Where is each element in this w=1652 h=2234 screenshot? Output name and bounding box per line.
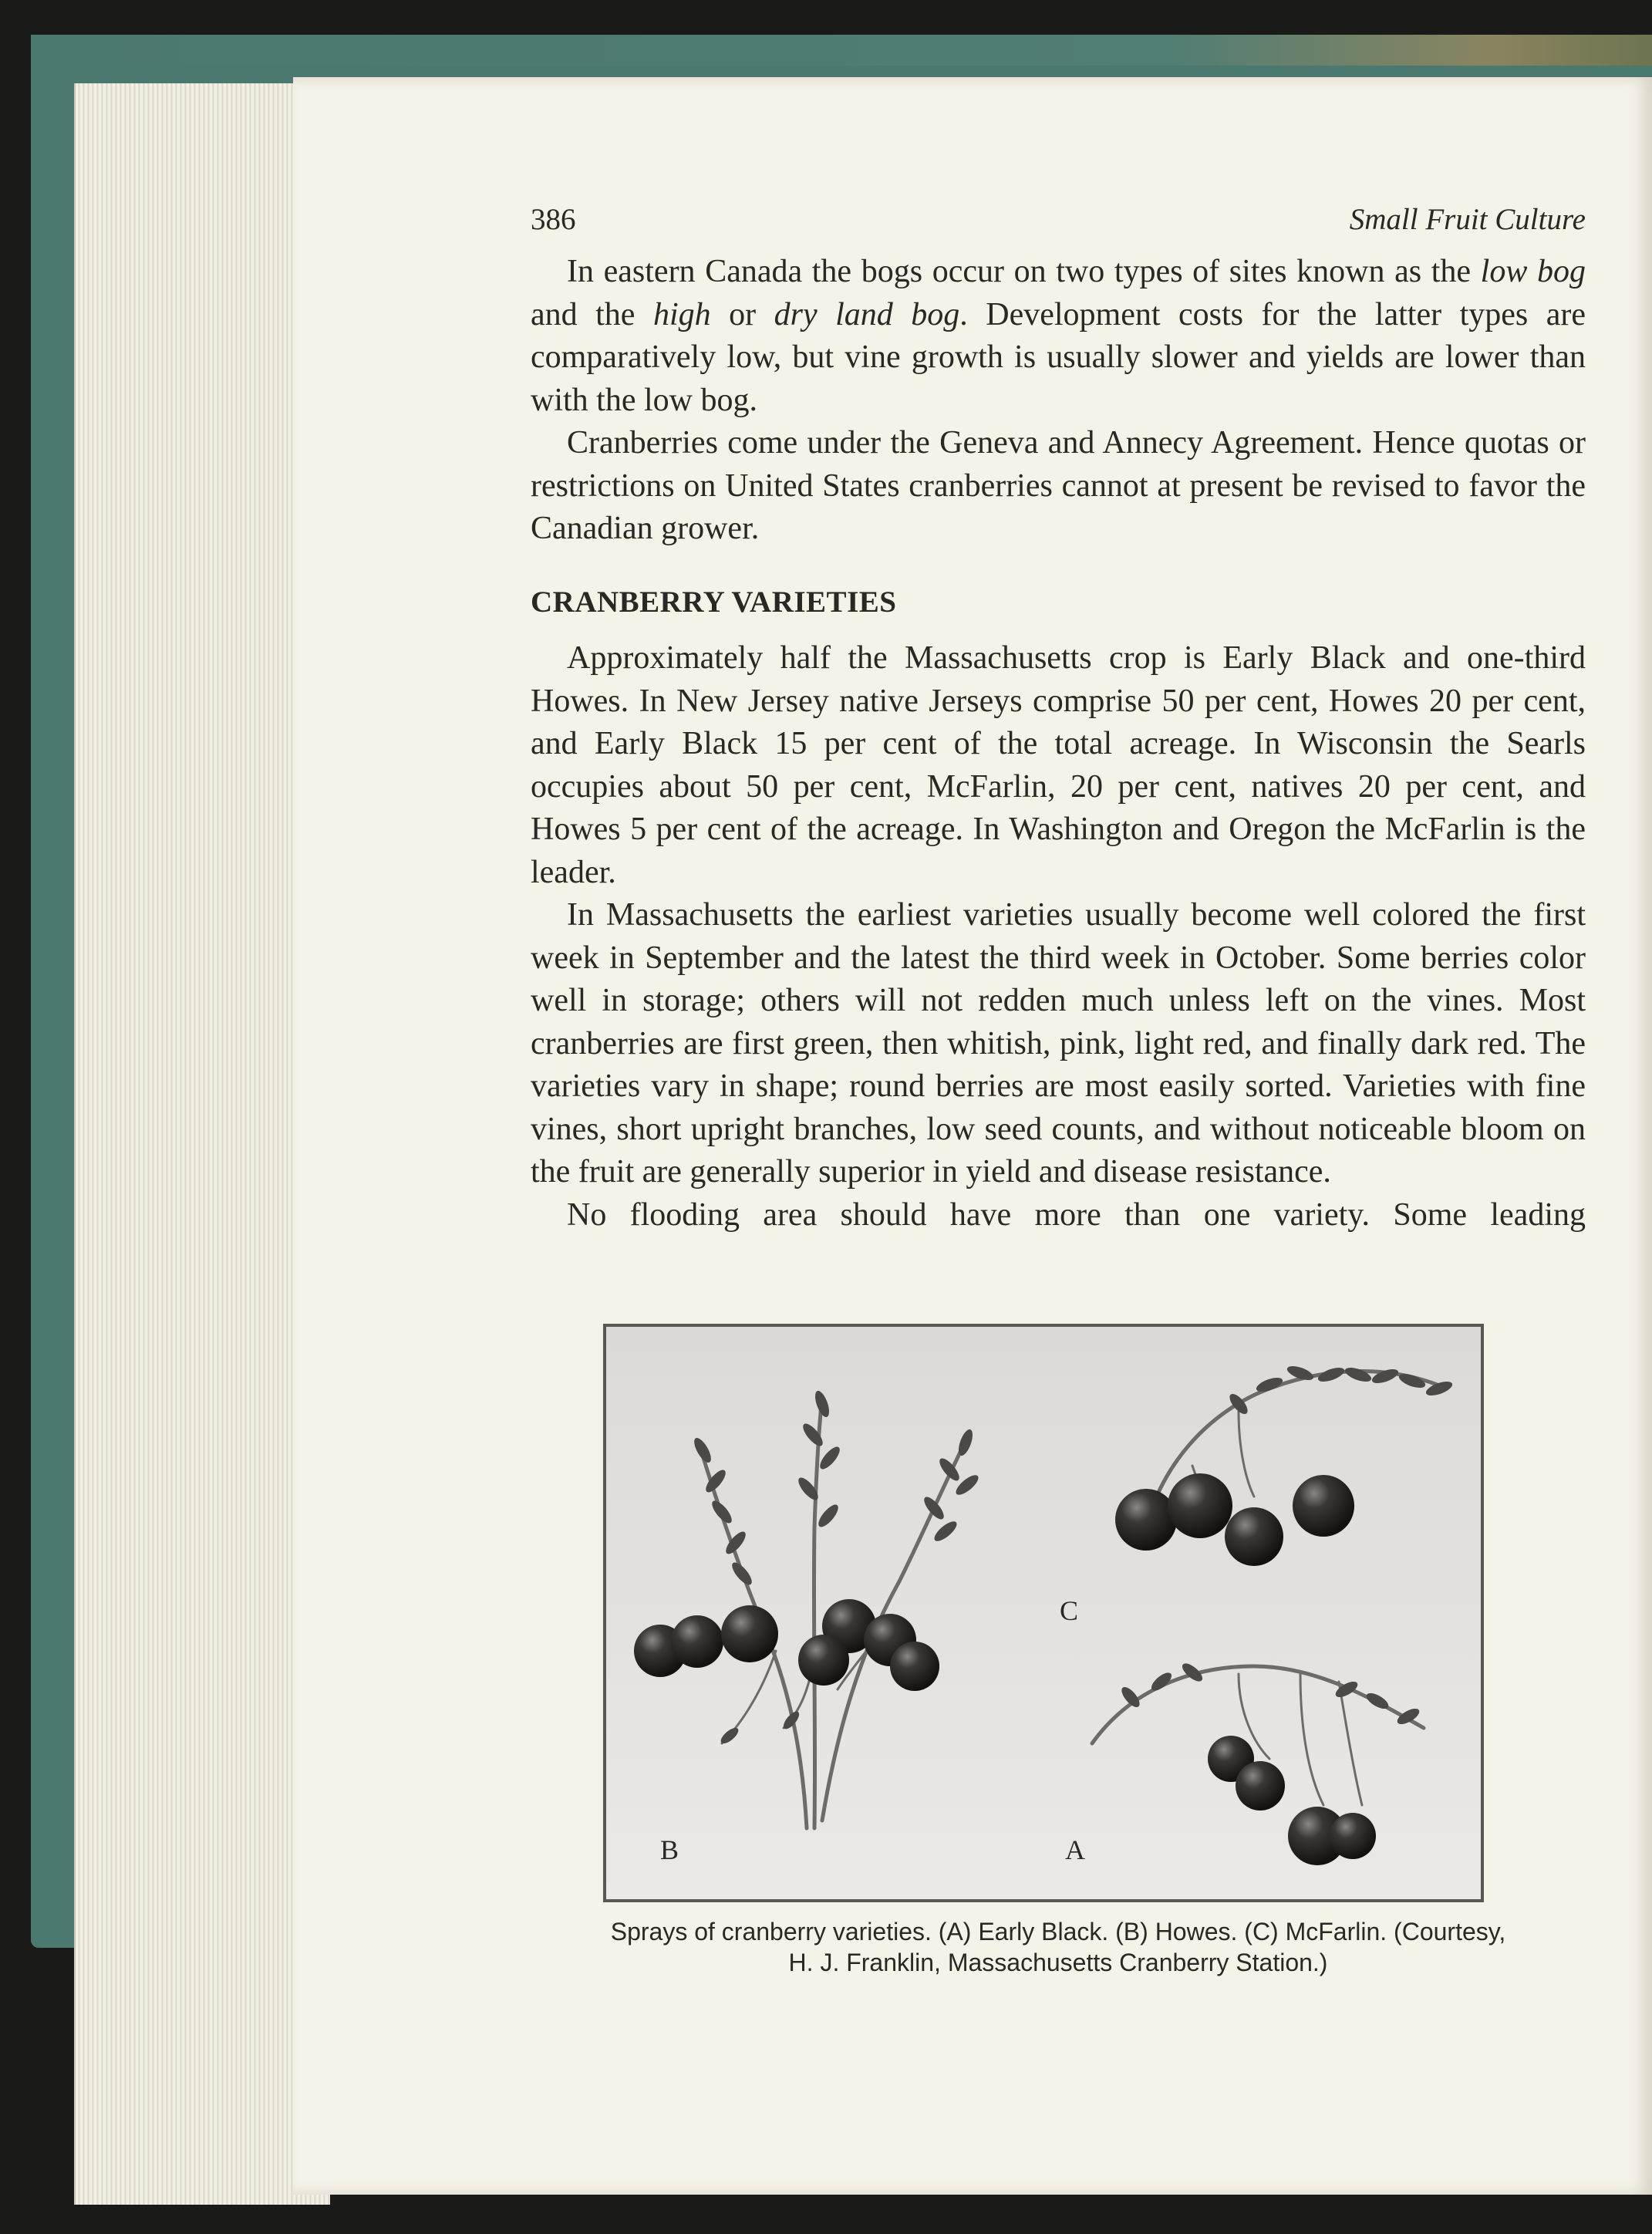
text-run: No flooding area should have more than one variety. Some leading xyxy=(567,1196,1586,1233)
caption-line-2: H. J. Franklin, Massachusetts Cranberry Station.) xyxy=(788,1949,1328,1976)
cranberry-sprays-illustration xyxy=(606,1327,1481,1899)
figure-label-b: B xyxy=(660,1834,679,1865)
paragraph xyxy=(531,894,1586,1194)
text-run: In eastern Canada the bogs occur on two types of sites known as the xyxy=(567,254,1481,289)
section-heading: CRANBERRY VARIETIES xyxy=(531,585,897,619)
text-run: and the xyxy=(531,296,653,332)
running-title: Small Fruit Culture xyxy=(1349,203,1586,236)
paragraph xyxy=(531,1194,1586,1237)
italic-term: high xyxy=(652,296,711,332)
cranberry-photo xyxy=(603,1324,1484,1902)
text-run: . Development costs for the latter types are comparatively low, but vine growth is usually slower and yields are lower than with the low bog. xyxy=(531,296,1586,418)
page-edges xyxy=(74,83,330,2205)
text-run: Approximately half the Massachusetts crop is Early Black and one-third Howes. In New Jersey native Jerseys comprise 50 per cent, Howes 20 per cent, and Early Black 15 per cent of the total acreage. In Wisconsin the Searls occupies about 50 per cent, McFarlin, 20 per cent, natives 20 per cent, and Howes 5 per cent of the acreage. In Washington and Oregon the McFarlin is the leader. xyxy=(531,640,1586,890)
text-run: or xyxy=(710,296,774,332)
figure-caption xyxy=(531,1916,1586,1978)
paragraph xyxy=(531,251,1586,422)
text-run: Cranberries come under the Geneva and Annecy Agreement. Hence quotas or restrictions on United States cranberries cannot at present be revised to favor the Canadian grower. xyxy=(531,425,1586,546)
book-cover-spine-edge xyxy=(31,35,1652,66)
italic-term: low bog xyxy=(1480,254,1586,289)
body-text-top xyxy=(531,251,1586,551)
running-head xyxy=(531,202,1586,239)
figure-label-a: A xyxy=(1065,1834,1085,1865)
figure-label-c: C xyxy=(1060,1595,1079,1626)
paragraph xyxy=(531,637,1586,894)
body-text-bottom xyxy=(531,637,1586,1237)
page-number: 386 xyxy=(531,203,576,236)
italic-term: dry land bog xyxy=(774,296,960,332)
caption-line-1: Sprays of cranberry varieties. (A) Early Black. (B) Howes. (C) McFarlin. (Courtesy, xyxy=(610,1918,1506,1945)
paragraph xyxy=(531,422,1586,551)
text-run: In Massachusetts the earliest varieties usually become well colored the first week in September and the latest the third week in October. Some berries color well in storage; others will not redden much unless left on the vines. Most cranberries are first green, then whitish, pink, light red, and finally dark red. The varieties vary in shape; round berries are most easily sorted. Varieties with fine vines, short upright branches, low seed counts, and without noticeable bloom on the fruit are generally superior in yield and disease resistance. xyxy=(531,897,1586,1190)
